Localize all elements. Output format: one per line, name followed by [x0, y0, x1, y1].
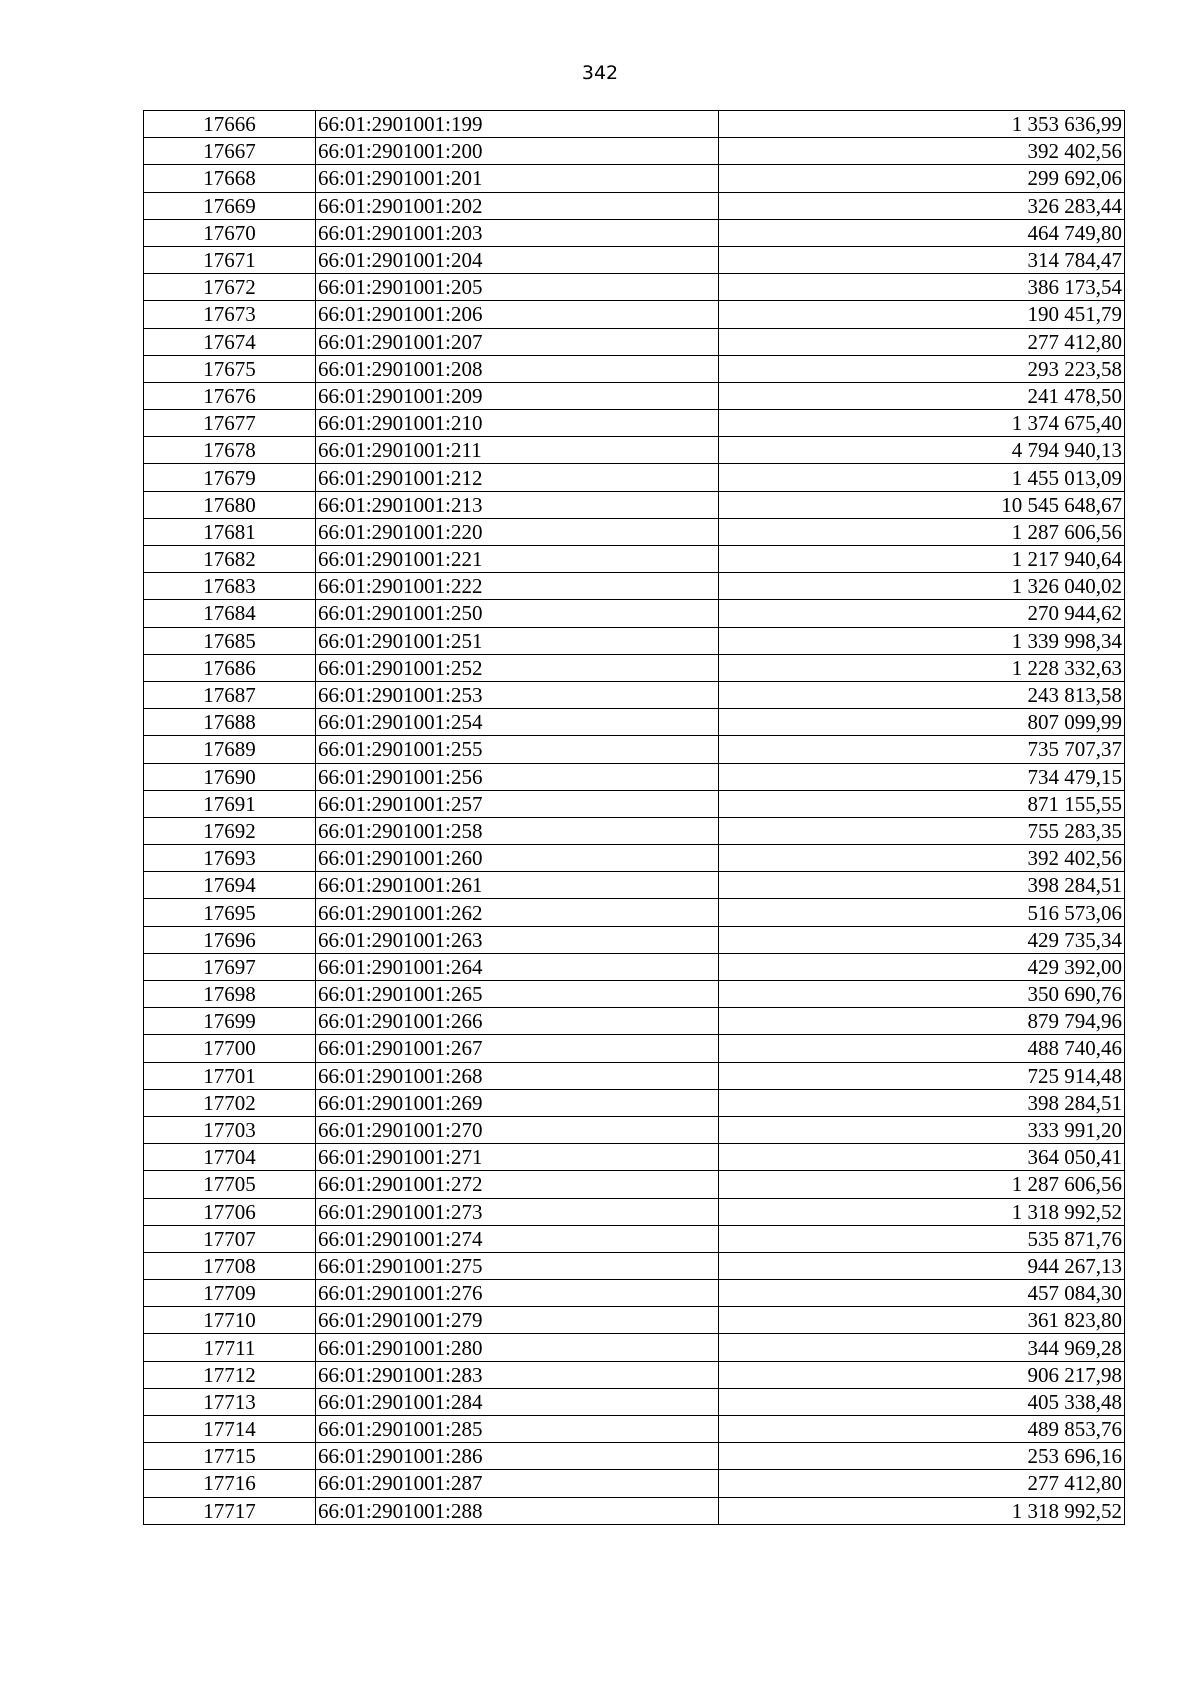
cadastral-value-cell: 906 217,98 [719, 1361, 1125, 1388]
cadastral-value-cell: 464 749,80 [719, 219, 1125, 246]
cadastral-value-cell: 1 287 606,56 [719, 1171, 1125, 1198]
row-number-cell: 17690 [144, 763, 316, 790]
table-row [144, 111, 1125, 138]
cadastral-value-cell: 277 412,80 [719, 1470, 1125, 1497]
table-row [144, 1116, 1125, 1143]
table-row [144, 464, 1125, 491]
row-number-cell: 17717 [144, 1497, 316, 1524]
cadastral-value-cell: 4 794 940,13 [719, 437, 1125, 464]
row-number-cell: 17711 [144, 1334, 316, 1361]
table-row [144, 138, 1125, 165]
row-number-cell: 17695 [144, 899, 316, 926]
table-row [144, 1062, 1125, 1089]
cadastral-value-cell: 190 451,79 [719, 301, 1125, 328]
row-number-cell: 17687 [144, 681, 316, 708]
row-number-cell: 17688 [144, 709, 316, 736]
table-row [144, 981, 1125, 1008]
cadastral-number-cell: 66:01:2901001:272 [316, 1171, 719, 1198]
table-row [144, 600, 1125, 627]
table-row [144, 953, 1125, 980]
cadastral-value-cell: 944 267,13 [719, 1252, 1125, 1279]
cadastral-number-cell: 66:01:2901001:267 [316, 1035, 719, 1062]
cadastral-value-cell: 243 813,58 [719, 681, 1125, 708]
row-number-cell: 17679 [144, 464, 316, 491]
cadastral-number-cell: 66:01:2901001:211 [316, 437, 719, 464]
row-number-cell: 17666 [144, 111, 316, 138]
cadastral-number-cell: 66:01:2901001:284 [316, 1388, 719, 1415]
cadastral-number-cell: 66:01:2901001:220 [316, 518, 719, 545]
row-number-cell: 17703 [144, 1116, 316, 1143]
table-row [144, 681, 1125, 708]
row-number-cell: 17685 [144, 627, 316, 654]
cadastral-value-cell: 1 326 040,02 [719, 573, 1125, 600]
cadastral-value-cell: 1 455 013,09 [719, 464, 1125, 491]
cadastral-number-cell: 66:01:2901001:271 [316, 1144, 719, 1171]
table-row [144, 1416, 1125, 1443]
cadastral-number-cell: 66:01:2901001:212 [316, 464, 719, 491]
row-number-cell: 17674 [144, 328, 316, 355]
cadastral-value-cell: 392 402,56 [719, 845, 1125, 872]
table-row [144, 654, 1125, 681]
cadastral-number-cell: 66:01:2901001:201 [316, 165, 719, 192]
table-row [144, 165, 1125, 192]
cadastral-value-cell: 293 223,58 [719, 355, 1125, 382]
row-number-cell: 17675 [144, 355, 316, 382]
cadastral-value-cell: 1 318 992,52 [719, 1497, 1125, 1524]
row-number-cell: 17704 [144, 1144, 316, 1171]
row-number-cell: 17671 [144, 246, 316, 273]
cadastral-number-cell: 66:01:2901001:280 [316, 1334, 719, 1361]
table-row [144, 1035, 1125, 1062]
cadastral-value-cell: 1 318 992,52 [719, 1198, 1125, 1225]
row-number-cell: 17696 [144, 926, 316, 953]
row-number-cell: 17714 [144, 1416, 316, 1443]
cadastral-number-cell: 66:01:2901001:222 [316, 573, 719, 600]
row-number-cell: 17705 [144, 1171, 316, 1198]
table-row [144, 410, 1125, 437]
cadastral-value-cell: 535 871,76 [719, 1225, 1125, 1252]
row-number-cell: 17694 [144, 872, 316, 899]
cadastral-value-cell: 1 374 675,40 [719, 410, 1125, 437]
cadastral-number-cell: 66:01:2901001:213 [316, 491, 719, 518]
cadastral-number-cell: 66:01:2901001:250 [316, 600, 719, 627]
row-number-cell: 17709 [144, 1280, 316, 1307]
row-number-cell: 17677 [144, 410, 316, 437]
table-row [144, 1144, 1125, 1171]
row-number-cell: 17708 [144, 1252, 316, 1279]
table-row [144, 1470, 1125, 1497]
table-row [144, 872, 1125, 899]
cadastral-number-cell: 66:01:2901001:253 [316, 681, 719, 708]
cadastral-value-table [143, 110, 1125, 1525]
cadastral-number-cell: 66:01:2901001:268 [316, 1062, 719, 1089]
cadastral-number-cell: 66:01:2901001:276 [316, 1280, 719, 1307]
row-number-cell: 17683 [144, 573, 316, 600]
cadastral-number-cell: 66:01:2901001:274 [316, 1225, 719, 1252]
table-row [144, 274, 1125, 301]
table-row [144, 790, 1125, 817]
cadastral-number-cell: 66:01:2901001:221 [316, 546, 719, 573]
cadastral-value-cell: 725 914,48 [719, 1062, 1125, 1089]
table-row [144, 1198, 1125, 1225]
cadastral-value-cell: 488 740,46 [719, 1035, 1125, 1062]
cadastral-number-cell: 66:01:2901001:208 [316, 355, 719, 382]
cadastral-number-cell: 66:01:2901001:279 [316, 1307, 719, 1334]
cadastral-number-cell: 66:01:2901001:257 [316, 790, 719, 817]
cadastral-number-cell: 66:01:2901001:202 [316, 192, 719, 219]
cadastral-number-cell: 66:01:2901001:258 [316, 817, 719, 844]
cadastral-number-cell: 66:01:2901001:203 [316, 219, 719, 246]
table-row [144, 1307, 1125, 1334]
cadastral-value-cell: 429 735,34 [719, 926, 1125, 953]
cadastral-value-cell: 879 794,96 [719, 1008, 1125, 1035]
row-number-cell: 17668 [144, 165, 316, 192]
cadastral-number-cell: 66:01:2901001:256 [316, 763, 719, 790]
cadastral-number-cell: 66:01:2901001:209 [316, 382, 719, 409]
row-number-cell: 17692 [144, 817, 316, 844]
row-number-cell: 17684 [144, 600, 316, 627]
row-number-cell: 17700 [144, 1035, 316, 1062]
cadastral-number-cell: 66:01:2901001:275 [316, 1252, 719, 1279]
row-number-cell: 17701 [144, 1062, 316, 1089]
cadastral-number-cell: 66:01:2901001:262 [316, 899, 719, 926]
cadastral-number-cell: 66:01:2901001:251 [316, 627, 719, 654]
cadastral-number-cell: 66:01:2901001:261 [316, 872, 719, 899]
cadastral-value-cell: 253 696,16 [719, 1443, 1125, 1470]
table-row [144, 382, 1125, 409]
cadastral-number-cell: 66:01:2901001:265 [316, 981, 719, 1008]
row-number-cell: 17669 [144, 192, 316, 219]
cadastral-value-cell: 516 573,06 [719, 899, 1125, 926]
table-row [144, 736, 1125, 763]
row-number-cell: 17693 [144, 845, 316, 872]
row-number-cell: 17697 [144, 953, 316, 980]
row-number-cell: 17707 [144, 1225, 316, 1252]
table-row [144, 1171, 1125, 1198]
table-row [144, 1497, 1125, 1524]
cadastral-value-cell: 364 050,41 [719, 1144, 1125, 1171]
table-row [144, 1089, 1125, 1116]
table-row [144, 1252, 1125, 1279]
row-number-cell: 17672 [144, 274, 316, 301]
table-row [144, 301, 1125, 328]
table-row [144, 192, 1125, 219]
table-row [144, 518, 1125, 545]
cadastral-value-cell: 489 853,76 [719, 1416, 1125, 1443]
table-row [144, 1334, 1125, 1361]
cadastral-value-cell: 755 283,35 [719, 817, 1125, 844]
row-number-cell: 17691 [144, 790, 316, 817]
table-row [144, 627, 1125, 654]
cadastral-value-cell: 735 707,37 [719, 736, 1125, 763]
cadastral-value-cell: 241 478,50 [719, 382, 1125, 409]
cadastral-number-cell: 66:01:2901001:270 [316, 1116, 719, 1143]
row-number-cell: 17686 [144, 654, 316, 681]
cadastral-value-cell: 398 284,51 [719, 1089, 1125, 1116]
table-row [144, 1280, 1125, 1307]
cadastral-number-cell: 66:01:2901001:263 [316, 926, 719, 953]
table-row [144, 1225, 1125, 1252]
cadastral-number-cell: 66:01:2901001:287 [316, 1470, 719, 1497]
cadastral-value-cell: 457 084,30 [719, 1280, 1125, 1307]
cadastral-number-cell: 66:01:2901001:286 [316, 1443, 719, 1470]
cadastral-value-cell: 405 338,48 [719, 1388, 1125, 1415]
row-number-cell: 17682 [144, 546, 316, 573]
cadastral-number-cell: 66:01:2901001:269 [316, 1089, 719, 1116]
cadastral-number-cell: 66:01:2901001:207 [316, 328, 719, 355]
cadastral-value-cell: 361 823,80 [719, 1307, 1125, 1334]
table-row [144, 546, 1125, 573]
page-number: 342 [581, 62, 619, 84]
row-number-cell: 17716 [144, 1470, 316, 1497]
table-row [144, 1443, 1125, 1470]
cadastral-value-cell: 270 944,62 [719, 600, 1125, 627]
cadastral-number-cell: 66:01:2901001:273 [316, 1198, 719, 1225]
row-number-cell: 17681 [144, 518, 316, 545]
table-row [144, 246, 1125, 273]
row-number-cell: 17706 [144, 1198, 316, 1225]
table-row [144, 437, 1125, 464]
cadastral-number-cell: 66:01:2901001:288 [316, 1497, 719, 1524]
row-number-cell: 17712 [144, 1361, 316, 1388]
row-number-cell: 17678 [144, 437, 316, 464]
row-number-cell: 17673 [144, 301, 316, 328]
cadastral-value-cell: 398 284,51 [719, 872, 1125, 899]
cadastral-value-cell: 1 353 636,99 [719, 111, 1125, 138]
row-number-cell: 17710 [144, 1307, 316, 1334]
cadastral-value-cell: 1 217 940,64 [719, 546, 1125, 573]
cadastral-value-cell: 1 339 998,34 [719, 627, 1125, 654]
cadastral-value-cell: 1 287 606,56 [719, 518, 1125, 545]
cadastral-value-cell: 350 690,76 [719, 981, 1125, 1008]
cadastral-value-cell: 314 784,47 [719, 246, 1125, 273]
cadastral-value-cell: 871 155,55 [719, 790, 1125, 817]
cadastral-value-cell: 386 173,54 [719, 274, 1125, 301]
cadastral-value-cell: 10 545 648,67 [719, 491, 1125, 518]
cadastral-number-cell: 66:01:2901001:204 [316, 246, 719, 273]
row-number-cell: 17676 [144, 382, 316, 409]
table-row [144, 355, 1125, 382]
table-row [144, 817, 1125, 844]
table-row [144, 573, 1125, 600]
cadastral-number-cell: 66:01:2901001:260 [316, 845, 719, 872]
table-row [144, 491, 1125, 518]
cadastral-number-cell: 66:01:2901001:199 [316, 111, 719, 138]
table-row [144, 899, 1125, 926]
row-number-cell: 17689 [144, 736, 316, 763]
table-row [144, 763, 1125, 790]
cadastral-number-cell: 66:01:2901001:255 [316, 736, 719, 763]
row-number-cell: 17702 [144, 1089, 316, 1116]
cadastral-value-cell: 734 479,15 [719, 763, 1125, 790]
row-number-cell: 17680 [144, 491, 316, 518]
cadastral-value-cell: 807 099,99 [719, 709, 1125, 736]
table-body [144, 111, 1125, 1525]
cadastral-number-cell: 66:01:2901001:266 [316, 1008, 719, 1035]
cadastral-value-cell: 344 969,28 [719, 1334, 1125, 1361]
cadastral-value-cell: 429 392,00 [719, 953, 1125, 980]
cadastral-value-cell: 277 412,80 [719, 328, 1125, 355]
table-row [144, 1361, 1125, 1388]
row-number-cell: 17699 [144, 1008, 316, 1035]
row-number-cell: 17670 [144, 219, 316, 246]
table-row [144, 1388, 1125, 1415]
row-number-cell: 17698 [144, 981, 316, 1008]
cadastral-number-cell: 66:01:2901001:283 [316, 1361, 719, 1388]
cadastral-number-cell: 66:01:2901001:254 [316, 709, 719, 736]
table-row [144, 1008, 1125, 1035]
cadastral-value-cell: 1 228 332,63 [719, 654, 1125, 681]
cadastral-value-cell: 333 991,20 [719, 1116, 1125, 1143]
cadastral-number-cell: 66:01:2901001:200 [316, 138, 719, 165]
table-row [144, 219, 1125, 246]
table-row [144, 926, 1125, 953]
table-row [144, 709, 1125, 736]
cadastral-number-cell: 66:01:2901001:205 [316, 274, 719, 301]
row-number-cell: 17715 [144, 1443, 316, 1470]
cadastral-number-cell: 66:01:2901001:206 [316, 301, 719, 328]
cadastral-value-cell: 326 283,44 [719, 192, 1125, 219]
cadastral-number-cell: 66:01:2901001:264 [316, 953, 719, 980]
cadastral-number-cell: 66:01:2901001:210 [316, 410, 719, 437]
cadastral-number-cell: 66:01:2901001:285 [316, 1416, 719, 1443]
table-row [144, 328, 1125, 355]
row-number-cell: 17713 [144, 1388, 316, 1415]
table-row [144, 845, 1125, 872]
cadastral-value-cell: 392 402,56 [719, 138, 1125, 165]
cadastral-value-cell: 299 692,06 [719, 165, 1125, 192]
cadastral-number-cell: 66:01:2901001:252 [316, 654, 719, 681]
row-number-cell: 17667 [144, 138, 316, 165]
